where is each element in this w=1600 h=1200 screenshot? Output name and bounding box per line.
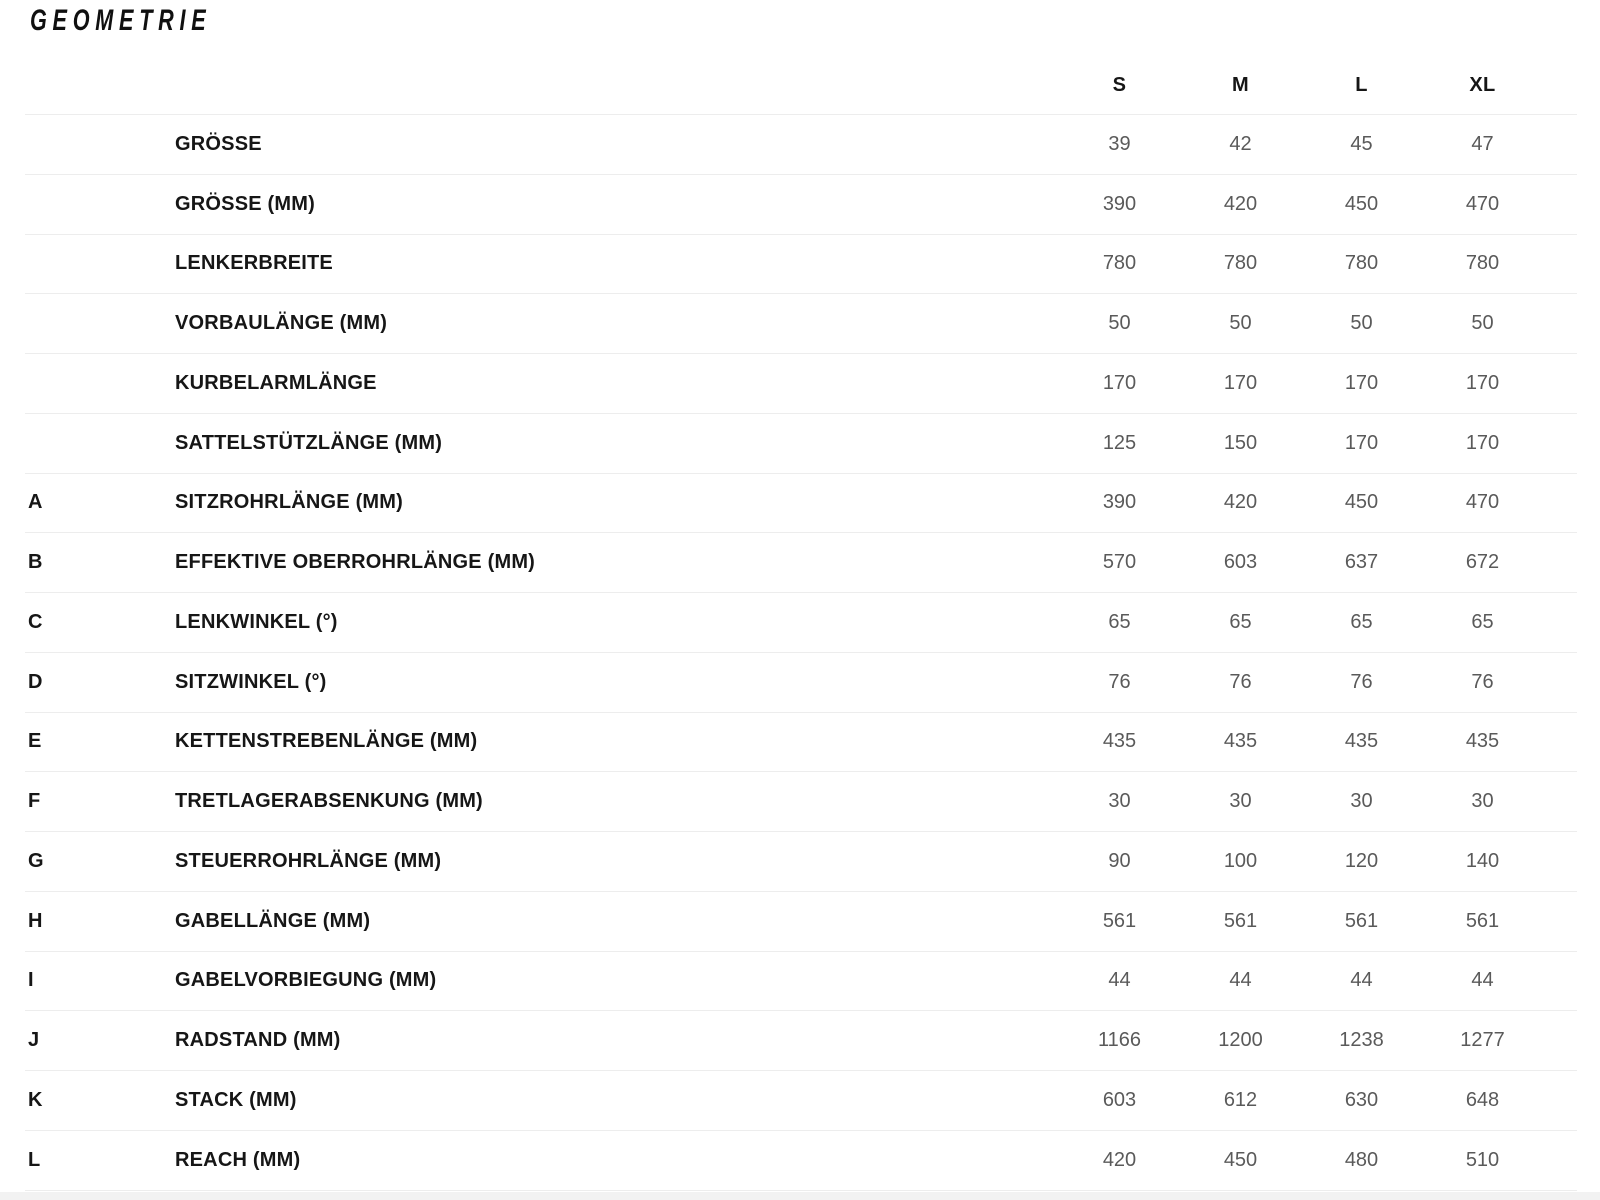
cell-value-xl: 65 <box>1471 610 1494 633</box>
row-letter: F <box>28 790 41 813</box>
row-label: VORBAULÄNGE (MM) <box>175 312 388 335</box>
cell-value-xl: 1277 <box>1460 1029 1505 1052</box>
cell-value-m: 44 <box>1229 969 1252 992</box>
page-title: GEOMETRIE <box>30 4 212 37</box>
cell-value-s: 30 <box>1108 790 1131 813</box>
geometry-table <box>25 56 1577 1191</box>
table-row <box>25 892 1577 952</box>
cell-value-m: 42 <box>1229 132 1252 155</box>
cell-value-xl: 672 <box>1465 551 1500 574</box>
row-letter: I <box>28 969 34 992</box>
cell-value-l: 1238 <box>1339 1029 1384 1052</box>
table-row <box>25 1011 1577 1071</box>
cell-value-l: 780 <box>1344 252 1379 275</box>
table-row <box>25 653 1577 713</box>
row-label: GABELLÄNGE (MM) <box>175 909 371 932</box>
cell-value-m: 76 <box>1229 670 1252 693</box>
row-label: LENKWINKEL (°) <box>175 610 338 633</box>
column-header-l: L <box>1355 73 1368 96</box>
cell-value-m: 150 <box>1223 431 1258 454</box>
cell-value-s: 1166 <box>1097 1029 1141 1052</box>
cell-value-s: 44 <box>1108 969 1131 992</box>
cell-value-s: 125 <box>1102 431 1137 454</box>
table-row <box>25 832 1577 892</box>
cell-value-m: 420 <box>1223 491 1258 514</box>
row-label: GRÖSSE <box>175 132 262 155</box>
cell-value-m: 561 <box>1223 909 1258 932</box>
table-row <box>25 115 1577 175</box>
row-label: STEUERROHRLÄNGE (MM) <box>175 849 442 872</box>
cell-value-s: 76 <box>1108 670 1131 693</box>
row-letter: B <box>28 551 43 574</box>
table-row <box>25 414 1577 474</box>
cell-value-s: 90 <box>1108 849 1131 872</box>
cell-value-xl: 30 <box>1471 790 1494 813</box>
cell-value-xl: 561 <box>1465 909 1500 932</box>
cell-value-m: 450 <box>1223 1148 1258 1171</box>
row-label: KURBELARMLÄNGE <box>175 371 377 394</box>
cell-value-m: 603 <box>1223 551 1258 574</box>
cell-value-xl: 47 <box>1471 132 1494 155</box>
column-header-s: S <box>1112 73 1127 96</box>
cell-value-l: 450 <box>1344 192 1379 215</box>
row-letter: C <box>28 610 43 633</box>
cell-value-xl: 170 <box>1465 431 1500 454</box>
cell-value-s: 780 <box>1102 252 1137 275</box>
cell-value-s: 390 <box>1102 192 1137 215</box>
cell-value-xl: 470 <box>1465 491 1500 514</box>
row-letter: K <box>28 1088 43 1111</box>
table-row <box>25 1131 1577 1191</box>
row-label: GRÖSSE (MM) <box>175 192 315 215</box>
row-label: LENKERBREITE <box>175 252 333 275</box>
cell-value-l: 45 <box>1350 132 1373 155</box>
cell-value-xl: 648 <box>1465 1088 1500 1111</box>
cell-value-s: 561 <box>1102 909 1137 932</box>
cell-value-s: 39 <box>1108 132 1131 155</box>
cell-value-l: 120 <box>1344 849 1379 872</box>
cell-value-xl: 435 <box>1465 730 1500 753</box>
cell-value-l: 65 <box>1350 610 1373 633</box>
table-row <box>25 593 1577 653</box>
cell-value-m: 30 <box>1229 790 1252 813</box>
row-label: SATTELSTÜTZLÄNGE (MM) <box>175 431 443 454</box>
table-header-row <box>25 56 1577 115</box>
cell-value-m: 65 <box>1229 610 1252 633</box>
table-row <box>25 533 1577 593</box>
cell-value-m: 435 <box>1223 730 1258 753</box>
row-label: SITZWINKEL (°) <box>175 670 327 693</box>
row-label: KETTENSTREBENLÄNGE (MM) <box>175 730 478 753</box>
cell-value-s: 65 <box>1108 610 1131 633</box>
cell-value-s: 420 <box>1102 1148 1137 1171</box>
table-body <box>25 115 1577 1191</box>
cell-value-l: 630 <box>1344 1088 1379 1111</box>
cell-value-m: 170 <box>1223 371 1258 394</box>
cell-value-m: 420 <box>1223 192 1258 215</box>
cell-value-xl: 510 <box>1465 1148 1500 1171</box>
cell-value-m: 612 <box>1223 1088 1258 1111</box>
cell-value-l: 170 <box>1344 431 1379 454</box>
table-row <box>25 354 1577 414</box>
cell-value-xl: 170 <box>1465 371 1500 394</box>
cell-value-l: 44 <box>1350 969 1373 992</box>
cell-value-s: 50 <box>1108 312 1131 335</box>
cell-value-l: 50 <box>1350 312 1373 335</box>
cell-value-m: 1200 <box>1218 1029 1263 1052</box>
row-label: STACK (MM) <box>175 1088 297 1111</box>
column-header-xl: XL <box>1469 73 1496 96</box>
cell-value-xl: 50 <box>1471 312 1494 335</box>
row-label: SITZROHRLÄNGE (MM) <box>175 491 404 514</box>
cell-value-l: 170 <box>1344 371 1379 394</box>
cell-value-s: 570 <box>1102 551 1137 574</box>
cell-value-xl: 780 <box>1465 252 1500 275</box>
row-label: RADSTAND (MM) <box>175 1029 341 1052</box>
row-letter: J <box>28 1029 40 1052</box>
cell-value-l: 450 <box>1344 491 1379 514</box>
row-label: TRETLAGERABSENKUNG (MM) <box>175 790 483 813</box>
cell-value-xl: 470 <box>1465 192 1500 215</box>
cell-value-s: 170 <box>1102 371 1137 394</box>
row-letter: L <box>28 1148 41 1171</box>
cell-value-s: 435 <box>1102 730 1137 753</box>
table-row <box>25 474 1577 534</box>
cell-value-xl: 44 <box>1471 969 1494 992</box>
table-row <box>25 1071 1577 1131</box>
cell-value-l: 637 <box>1344 551 1379 574</box>
column-header-m: M <box>1232 73 1249 96</box>
cell-value-l: 76 <box>1350 670 1373 693</box>
table-row <box>25 772 1577 832</box>
cell-value-xl: 76 <box>1471 670 1494 693</box>
cell-value-m: 50 <box>1229 312 1252 335</box>
cell-value-s: 603 <box>1102 1088 1137 1111</box>
row-letter: G <box>28 849 44 872</box>
cell-value-s: 390 <box>1102 491 1137 514</box>
cell-value-l: 561 <box>1344 909 1379 932</box>
row-letter: A <box>28 491 43 514</box>
table-row <box>25 175 1577 235</box>
row-label: REACH (MM) <box>175 1148 301 1171</box>
row-label: EFFEKTIVE OBERROHRLÄNGE (MM) <box>175 551 536 574</box>
cell-value-l: 480 <box>1344 1148 1379 1171</box>
table-row <box>25 952 1577 1012</box>
cell-value-m: 100 <box>1223 849 1258 872</box>
table-row <box>25 235 1577 295</box>
table-row <box>25 294 1577 354</box>
cell-value-l: 30 <box>1350 790 1373 813</box>
section-divider <box>0 1192 1600 1200</box>
cell-value-l: 435 <box>1344 730 1379 753</box>
row-letter: H <box>28 909 43 932</box>
row-label: GABELVORBIEGUNG (MM) <box>175 969 437 992</box>
row-letter: D <box>28 670 43 693</box>
table-row <box>25 713 1577 773</box>
cell-value-m: 780 <box>1223 252 1258 275</box>
row-letter: E <box>28 730 42 753</box>
cell-value-xl: 140 <box>1465 849 1500 872</box>
